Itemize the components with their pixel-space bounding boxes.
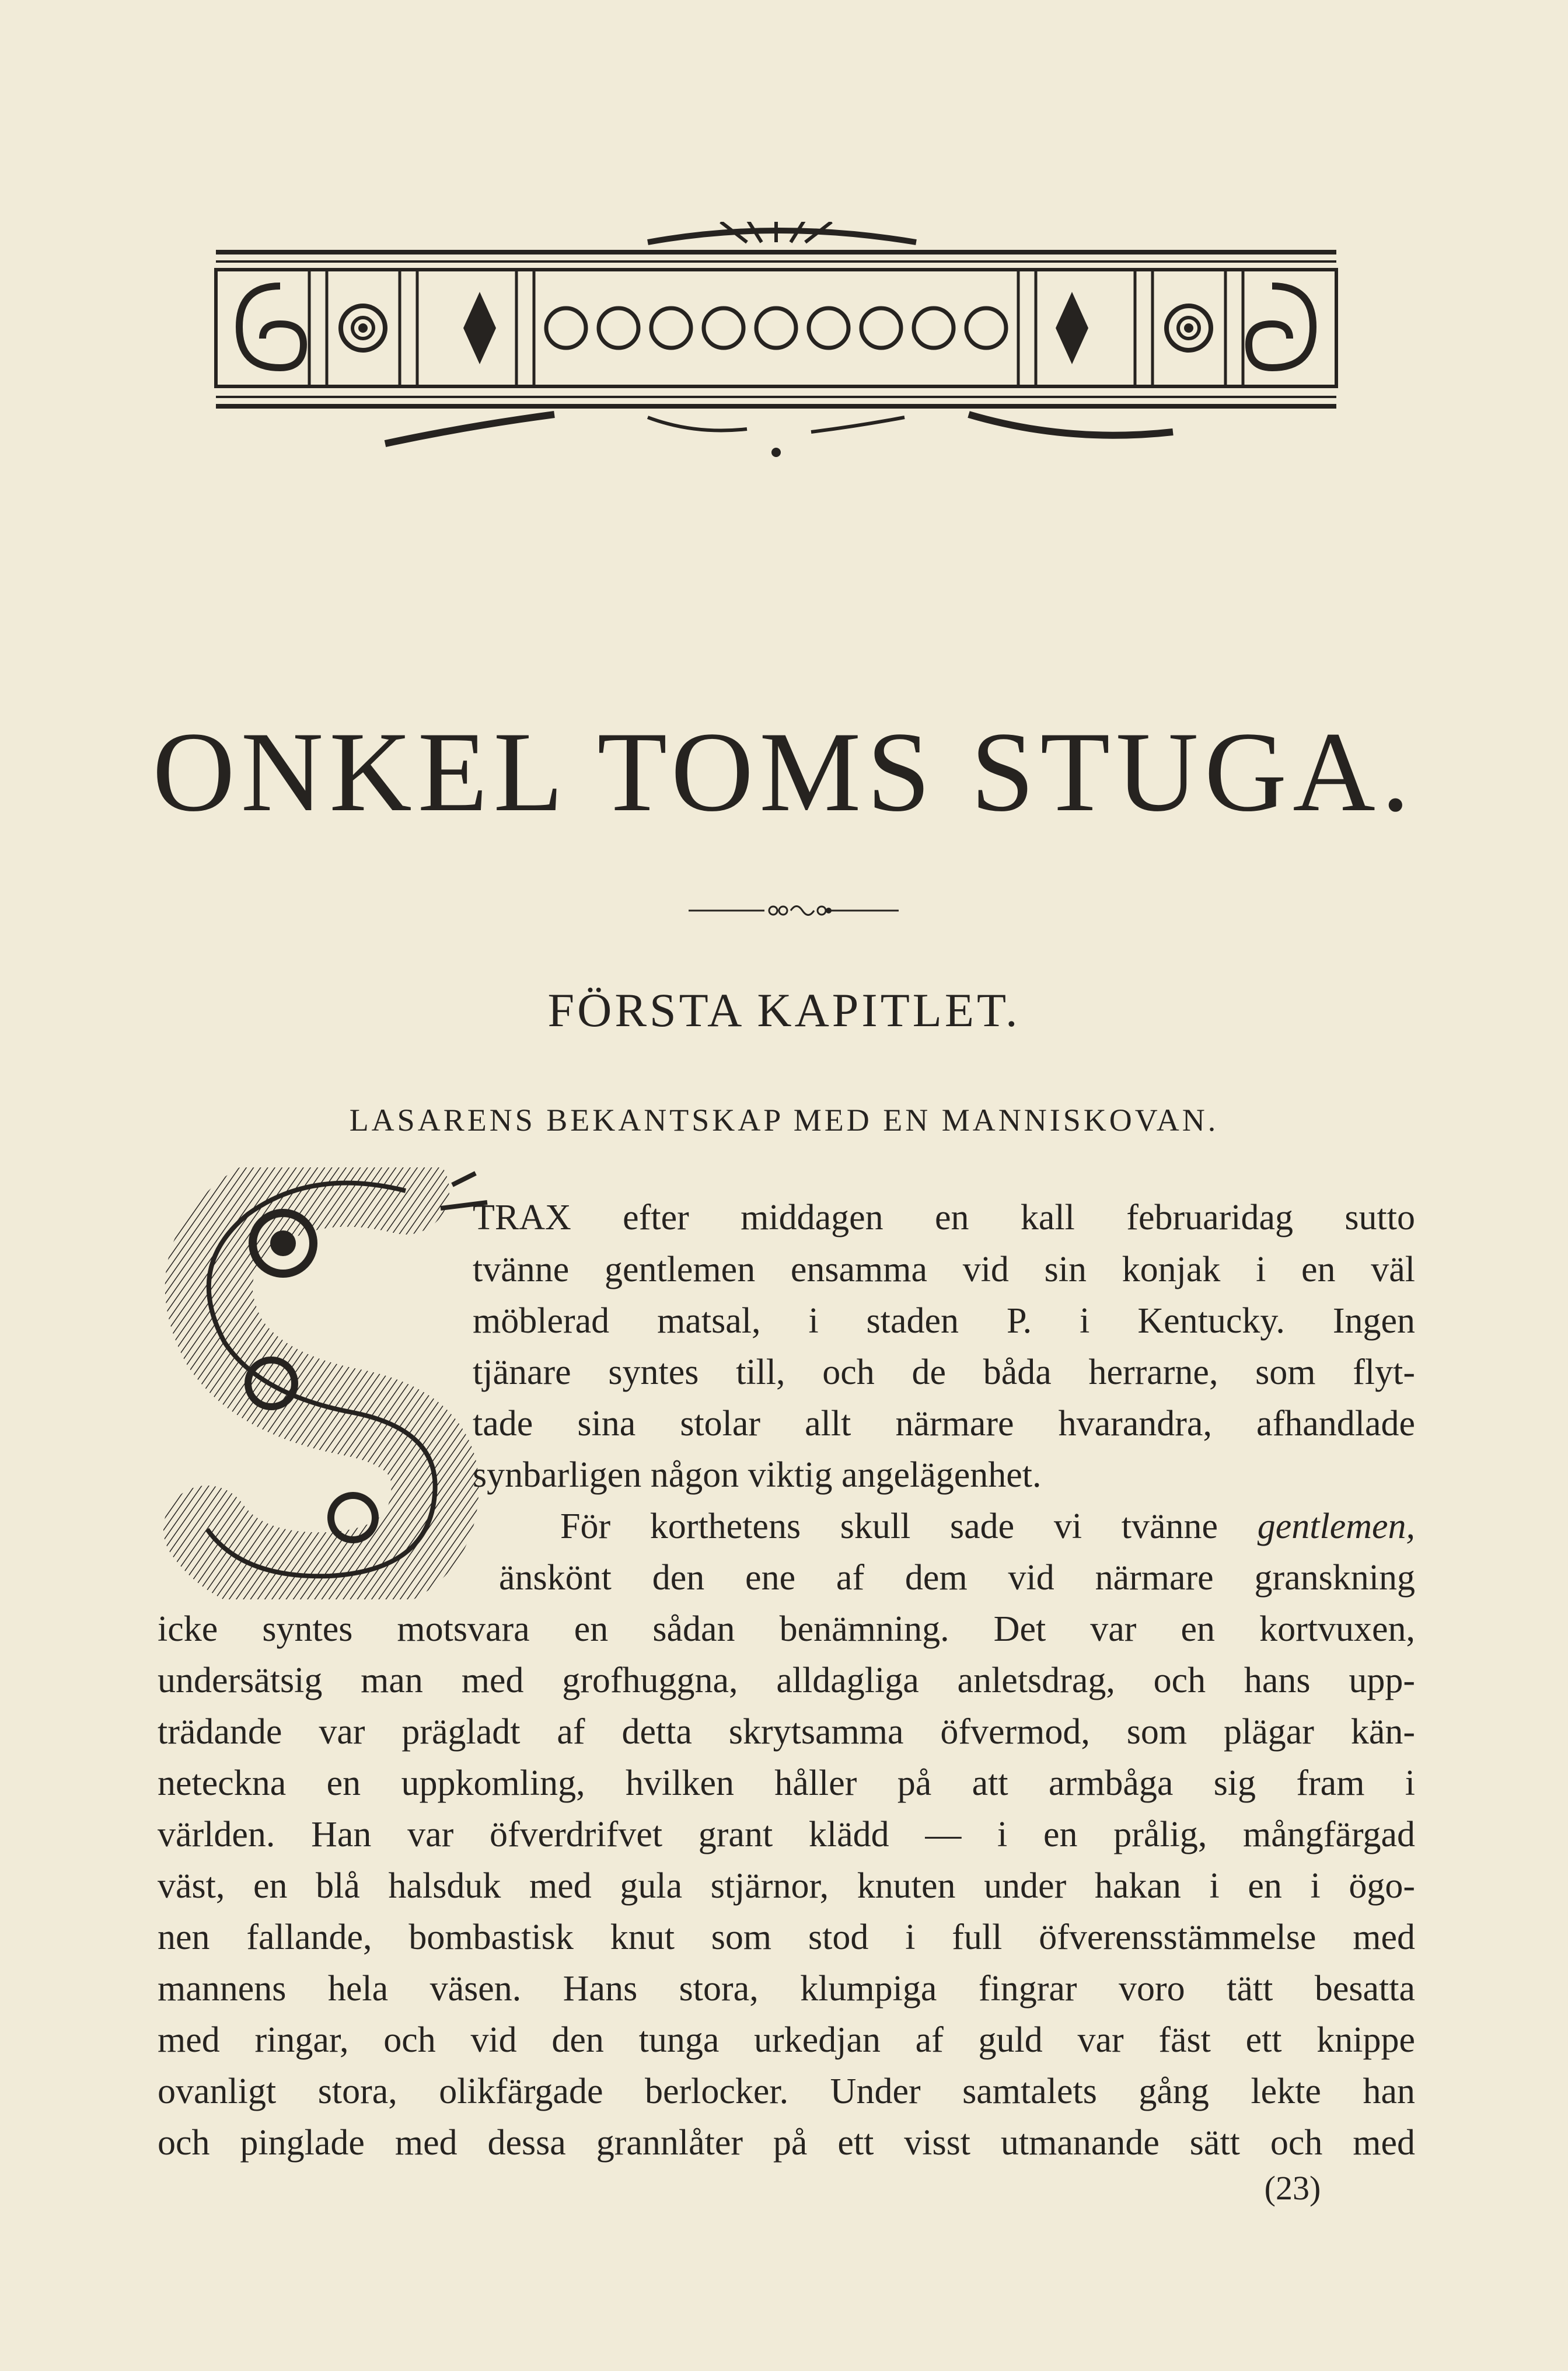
ornamental-drop-cap-s: [160, 1167, 493, 1599]
text-line: och pinglade med dessa grannlåter på ett visst utmanande sätt och med: [158, 2123, 1415, 2163]
page-number: (23): [1264, 2169, 1321, 2207]
text-line: tjänare syntes till, och de båda herrarne, som flyt-: [473, 1352, 1415, 1392]
chapter-heading: FÖRSTA KAPITLET.: [547, 984, 1021, 1037]
text-line: ovanligt stora, olikfärgade berlocker. Under samtalets gång lekte han: [158, 2072, 1415, 2111]
italic-word: gentlemen,: [1257, 1507, 1416, 1546]
text-segment: För korthetens skull sade vi tvänne: [560, 1507, 1218, 1546]
text-line: tvänne gentlemen ensamma vid sin konjak i en väl: [473, 1250, 1415, 1289]
text-line: änskönt den ene af dem vid närmare granskning: [499, 1558, 1415, 1598]
text-line: världen. Han var öfverdrifvet grant klädd — i en prålig, mångfärgad: [158, 1815, 1415, 1854]
text-line: undersätsig man med grofhuggna, alldagliga anletsdrag, och hans upp-: [158, 1661, 1415, 1700]
page-title: ONKEL TOMS STUGA.: [152, 709, 1416, 835]
text-line: väst, en blå halsduk med gula stjärnor, knuten under hakan i en i ögo-: [158, 1866, 1415, 1906]
text-line: icke syntes motsvara en sådan benämning. Det var en kortvuxen,: [158, 1609, 1415, 1649]
text-line: neteckna en uppkomling, hvilken håller på att armbåga sig fram i: [158, 1763, 1415, 1803]
text-line: möblerad matsal, i staden P. i Kentucky. Ingen: [473, 1301, 1415, 1341]
chapter-subtitle: LASARENS BEKANTSKAP MED EN MANNISKOVAN.: [349, 1103, 1219, 1138]
text-line: nen fallande, bombastisk knut som stod i full öfverensstämmelse med: [158, 1917, 1415, 1957]
text-line: trädande var prägladt af detta skrytsamma öfvermod, som plägar kän-: [158, 1712, 1415, 1752]
text-line: tade sina stolar allt närmare hvarandra, afhandlade: [473, 1404, 1415, 1443]
text-line: synbarligen någon viktig angelägenhet.: [473, 1455, 1042, 1495]
text-line: med ringar, och vid den tunga urkedjan af guld var fäst ett knippe: [158, 2020, 1415, 2060]
text-line: mannens hela väsen. Hans stora, klumpiga fingrar voro tätt besatta: [158, 1969, 1415, 2009]
text-line: [560, 1508, 1415, 1544]
scroll-divider: [689, 899, 899, 922]
greek-key-border-ornament: [193, 222, 1360, 496]
text-line: TRAX efter middagen en kall februaridag sutto: [473, 1198, 1415, 1237]
